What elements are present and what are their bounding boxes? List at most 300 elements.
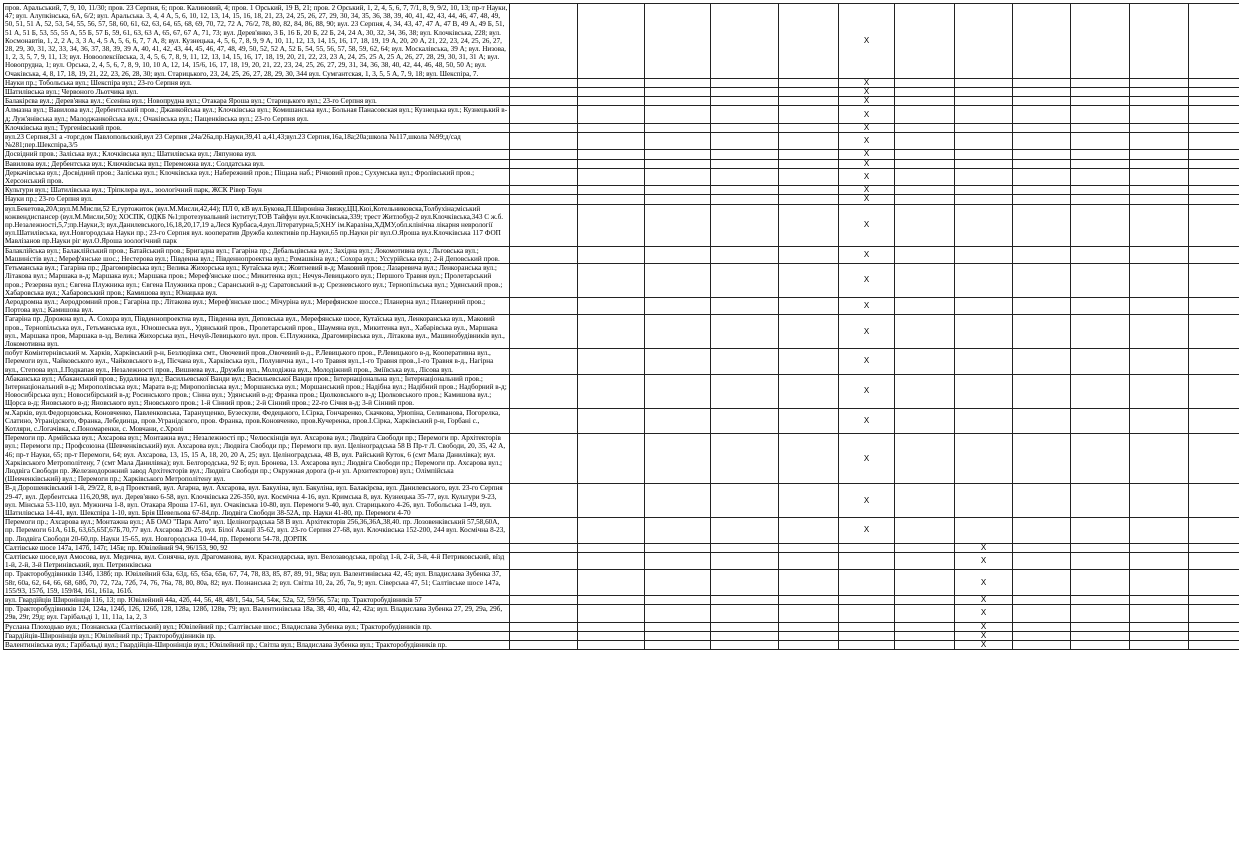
empty-cell bbox=[1071, 195, 1130, 204]
empty-cell bbox=[711, 605, 779, 622]
empty-cell bbox=[711, 246, 779, 263]
outage-mark: X bbox=[839, 195, 895, 204]
empty-cell bbox=[1013, 88, 1071, 97]
empty-cell bbox=[895, 150, 955, 159]
table-row bbox=[4, 315, 1239, 349]
empty-cell bbox=[779, 434, 839, 484]
empty-cell bbox=[955, 518, 1013, 544]
outage-mark: X bbox=[839, 123, 895, 132]
empty-cell bbox=[1130, 204, 1189, 246]
empty-cell bbox=[1189, 374, 1239, 408]
table-row bbox=[4, 97, 1239, 106]
address-cell: Руслана Плоходько вул.; Познанська (Салтівський) вул.; Ювілейний пр.; Салтівське шос.; Владислава Зубенка вул.; Тракторобудівників пр. bbox=[4, 622, 510, 631]
empty-cell bbox=[578, 186, 645, 195]
empty-cell bbox=[1130, 408, 1189, 434]
empty-cell bbox=[1071, 570, 1130, 596]
empty-cell bbox=[510, 168, 578, 185]
empty-cell bbox=[895, 246, 955, 263]
empty-cell bbox=[711, 133, 779, 150]
empty-cell bbox=[1189, 518, 1239, 544]
empty-cell bbox=[578, 123, 645, 132]
empty-cell bbox=[1071, 315, 1130, 349]
empty-cell bbox=[578, 78, 645, 87]
empty-cell bbox=[510, 195, 578, 204]
empty-cell bbox=[779, 186, 839, 195]
empty-cell bbox=[645, 518, 711, 544]
empty-cell bbox=[510, 297, 578, 314]
empty-cell bbox=[895, 570, 955, 596]
empty-cell bbox=[1013, 297, 1071, 314]
empty-cell bbox=[510, 622, 578, 631]
empty-cell bbox=[895, 484, 955, 518]
empty-cell bbox=[1130, 159, 1189, 168]
empty-cell bbox=[839, 605, 895, 622]
empty-cell bbox=[1013, 518, 1071, 544]
empty-cell bbox=[578, 553, 645, 570]
empty-cell bbox=[510, 641, 578, 650]
empty-cell bbox=[1013, 78, 1071, 87]
table-row bbox=[4, 434, 1239, 484]
empty-cell bbox=[510, 264, 578, 298]
empty-cell bbox=[711, 408, 779, 434]
empty-cell bbox=[578, 4, 645, 79]
table-row bbox=[4, 4, 1239, 79]
empty-cell bbox=[955, 408, 1013, 434]
empty-cell bbox=[1013, 150, 1071, 159]
empty-cell bbox=[955, 264, 1013, 298]
empty-cell bbox=[839, 543, 895, 552]
empty-cell bbox=[645, 374, 711, 408]
address-cell: Валентинівська вул.; Гарібальді вул.; Гвардійців-Широнінців вул.; Ювілейний пр.; Світла вул.; Владислава Зубенка вул.; Тракторобудівників пр. bbox=[4, 641, 510, 650]
outage-mark: X bbox=[839, 518, 895, 544]
empty-cell bbox=[895, 264, 955, 298]
empty-cell bbox=[779, 88, 839, 97]
address-cell: Науки пр.; 23-го Серпня вул. bbox=[4, 195, 510, 204]
empty-cell bbox=[895, 408, 955, 434]
empty-cell bbox=[1071, 484, 1130, 518]
outage-mark: X bbox=[839, 315, 895, 349]
empty-cell bbox=[779, 349, 839, 375]
empty-cell bbox=[1130, 195, 1189, 204]
address-cell: Гагаріна пр. Дорожна вул., А. Сохора вул, Південнопроектна вул., Південна вул, Деповська вул., Мерефянське шосе, Кутаїська вул, Ленкоранська вул., Маковий пров., Тернопільська вул., Гетьманська вул., Юношеська вул., Удянський пров., Пролетарський пров., Шаумяна вул., Микитенка вул., Хабарівська вул., Маршака вул., Маршака пров, Маршака в-зд, Велика Жихорська вул., Нечуй-Левицького вул. пров. Є.Плужника, Драгомирівська вул., Літакова вул., Машинобудівників вул., Локомотивна вул. bbox=[4, 315, 510, 349]
table-row bbox=[4, 195, 1239, 204]
table-row bbox=[4, 297, 1239, 314]
empty-cell bbox=[510, 408, 578, 434]
empty-cell bbox=[1130, 374, 1189, 408]
empty-cell bbox=[510, 186, 578, 195]
empty-cell bbox=[578, 484, 645, 518]
empty-cell bbox=[955, 106, 1013, 123]
table-row bbox=[4, 150, 1239, 159]
empty-cell bbox=[895, 195, 955, 204]
outage-mark: X bbox=[839, 246, 895, 263]
outage-mark: X bbox=[839, 408, 895, 434]
empty-cell bbox=[578, 374, 645, 408]
empty-cell bbox=[1130, 186, 1189, 195]
empty-cell bbox=[1189, 408, 1239, 434]
empty-cell bbox=[645, 434, 711, 484]
empty-cell bbox=[711, 553, 779, 570]
address-cell: В-д Дорошенківський 1-й, 29/22, 8, в-д Проектний, вул. Агарна, вул. Ахсарова, вул. Бакуліна, вул. Бакуліна, вул. Балакірєва, вул. Данилевського, вул. 23-го Серпня 29-47, вул. Дербентська 116,20,98, вул. Дерев'янко 6-58, вул. Клочківська 226-350, вул. Космічна 4-16, вул. Кримська 8, вул. Кузнецька 35-77, вул. Культури 9-23, вул. Мінська 53-110, вул. Мужнича 1-8, вул. Отакара Яроша 17-61, вул. Очаківська 10-80, вул. Перемоги 9-40, вул. Старицького 4-26, вул. Тобольська 1-49, вул. Шатилівська 14-41, вул. Шекспіра 1-10, вул. Брія Шевельова 67-84,пр. Людвіга Свободи 38-52А, пр. Науки 41-80, пр. Перемоги 4-70 bbox=[4, 484, 510, 518]
empty-cell bbox=[895, 106, 955, 123]
empty-cell bbox=[895, 641, 955, 650]
table-row bbox=[4, 246, 1239, 263]
empty-cell bbox=[1130, 297, 1189, 314]
outage-mark: X bbox=[955, 622, 1013, 631]
empty-cell bbox=[895, 596, 955, 605]
empty-cell bbox=[895, 168, 955, 185]
empty-cell bbox=[895, 605, 955, 622]
empty-cell bbox=[1189, 88, 1239, 97]
empty-cell bbox=[578, 543, 645, 552]
empty-cell bbox=[1071, 434, 1130, 484]
empty-cell bbox=[711, 484, 779, 518]
empty-cell bbox=[645, 622, 711, 631]
empty-cell bbox=[1013, 543, 1071, 552]
empty-cell bbox=[1013, 570, 1071, 596]
empty-cell bbox=[645, 78, 711, 87]
address-cell: пров. Аральський, 7, 9, 10, 11/30; пров. 23 Серпня, 6; пров. Калиновий, 4; пров. 1 Орський, 19 В, 21; пров. 2 Орський, 1, 2, 4, 5, 6, 7, 7/1, 8, 9, 9/2, 10, 13; пр-т Науки, 47; вул. Алупкінська, 6А, 6/2; вул. Аральська. 3, 4, 4 А, 5, 6, 10, 12, 13, 14, 15, 16, 18, 21, 23, 24, 25, 26, 27, 29, 30, 34, 35, 36, 38, 39, 40, 41, 42, 43, 44, 46, 47, 48, 49, 50, 51, 51 А, 52, 53, 54, 55, 56, 57, 58, 60, 61, 62, 63, 64, 65, 68, 69, 70, 72, 72 А, 76/2, 78, 80, 82, 84, 86, 88, 90; вул. 23 Серпня, 4, 34, 43, 47, 47 А, 47 В, 49 А, 49 Б, 51, 51 А, 51 Б, 53, 55, 55 А, 55 Б, 57 Б, 59, 61, 63, 63 А, 65, 67, 67 А, 71, 73; вул. Дерев'янко, 3 Б, 16 Б, 20 Б, 22 Б, 24, 24 А, 30, 32, 34, 36, 38; вул. Клочківська, 228; вул. Космонавтів, 1, 2, 2 А, 3, 3 А, 4, 5 А, 5, 6, 6, 7, 7 А, 8; вул. Кузнецька, 4, 5, 6, 7, 8, 9, 9 А, 10, 11, 12, 13, 14, 15, 16, 17, 18, 19, 19 А, 20, 20 А, 21, 22, 23, 24, 25, 26, 27, 28, 29, 30, 31, 32, 33, 34, 36, 37, 38, 39, 39 А, 40, 41, 42, 43, 44, 45, 46, 47, 48, 49, 50, 52, 52 А, 52 Б, 54, 55, 56, 57, 58, 59, 62, 64; вул. Москалівська, 39 А; вул. Низова, 1, 2, 3, 5, 7, 9, 11, 13; вул. Новоолексіївська, 3, 4, 5, 6, 7, 8, 9, 11, 12, 13, 14, 15, 16, 17, 18, 19, 20, 21, 22, 23, 23 А, 24, 25, 25 А, 25 А, 26, 27, 28, 29, 30, 31, 31 А; вул. Новопрудна, 1; вул. Орська, 2, 4, 5, 6, 7, 8, 9, 10, 10 А, 12, 14, 15/6, 16, 17, 18, 19, 20, 21, 22, 23, 24, 25, 26, 27, 29, 31, 34, 36, 38, 40, 42, 44, 46, 48, 50, 50 А; вул. Очаківська, 4, 8, 17, 18, 19, 21, 22, 23, 26, 28, 30; вул. Старицького, 23, 24, 25, 26, 27, 28, 29, 30, 344 вул. Сумгантская, 1, 3, 5, 5 А, 7, 9, 18; вул. Шекспіра, 7. bbox=[4, 4, 510, 79]
empty-cell bbox=[510, 97, 578, 106]
outage-mark: X bbox=[839, 349, 895, 375]
empty-cell bbox=[645, 88, 711, 97]
empty-cell bbox=[711, 641, 779, 650]
empty-cell bbox=[1189, 168, 1239, 185]
empty-cell bbox=[510, 78, 578, 87]
empty-cell bbox=[578, 349, 645, 375]
empty-cell bbox=[711, 123, 779, 132]
empty-cell bbox=[955, 168, 1013, 185]
empty-cell bbox=[578, 264, 645, 298]
empty-cell bbox=[645, 4, 711, 79]
empty-cell bbox=[578, 97, 645, 106]
empty-cell bbox=[779, 264, 839, 298]
address-cell: Абаканська вул.; Абаканський пров.; Будалина вул.; Васильевської Ванди вул.; Васильевської Ванди пров.; Інтернаціональна вул.; Інтернаціональний пров.; Інтернаціональний в-д; Мирополівська вул.; Маратa в-д; Мирополівська вул.; Моршанська вул.; Моршанський пров.; Надібна вул.; Надібний пров.; Надборний в-д; Новосибірська вул.; Новосибірський в-д; Росинського пров.; Сінна вул.; Удянський в-д; Франка пров.; Цюлковського в-д; Цюлковського пров.; Камишова вул.; Щорса в-д; Яновського в-д; Яновського вул.; Яновського пров.; 1-й Сінний пров.; 2-й Сінний пров.; 22-го Січня в-д; 3-й Сінний пров. bbox=[4, 374, 510, 408]
empty-cell bbox=[1130, 631, 1189, 640]
outage-mark: X bbox=[839, 484, 895, 518]
empty-cell bbox=[955, 204, 1013, 246]
address-cell: Гвардійців-Широнінців вул.; Ювілейний пр.; Тракторобудівників пр. bbox=[4, 631, 510, 640]
empty-cell bbox=[779, 605, 839, 622]
empty-cell bbox=[578, 408, 645, 434]
empty-cell bbox=[1130, 88, 1189, 97]
empty-cell bbox=[1013, 631, 1071, 640]
empty-cell bbox=[711, 631, 779, 640]
outage-mark: X bbox=[839, 186, 895, 195]
empty-cell bbox=[645, 106, 711, 123]
empty-cell bbox=[510, 570, 578, 596]
empty-cell bbox=[1130, 605, 1189, 622]
table-row bbox=[4, 641, 1239, 650]
empty-cell bbox=[1189, 543, 1239, 552]
empty-cell bbox=[1013, 106, 1071, 123]
empty-cell bbox=[510, 543, 578, 552]
empty-cell bbox=[1130, 4, 1189, 79]
empty-cell bbox=[1013, 408, 1071, 434]
empty-cell bbox=[510, 434, 578, 484]
empty-cell bbox=[510, 204, 578, 246]
empty-cell bbox=[895, 4, 955, 79]
empty-cell bbox=[711, 570, 779, 596]
outage-mark: X bbox=[839, 88, 895, 97]
empty-cell bbox=[1071, 374, 1130, 408]
empty-cell bbox=[1130, 315, 1189, 349]
empty-cell bbox=[839, 596, 895, 605]
empty-cell bbox=[510, 596, 578, 605]
table-row bbox=[4, 159, 1239, 168]
empty-cell bbox=[1013, 246, 1071, 263]
empty-cell bbox=[1071, 641, 1130, 650]
empty-cell bbox=[1013, 596, 1071, 605]
empty-cell bbox=[1071, 622, 1130, 631]
empty-cell bbox=[1189, 204, 1239, 246]
empty-cell bbox=[895, 622, 955, 631]
empty-cell bbox=[1189, 553, 1239, 570]
empty-cell bbox=[1013, 4, 1071, 79]
empty-cell bbox=[1130, 570, 1189, 596]
empty-cell bbox=[1071, 246, 1130, 263]
empty-cell bbox=[645, 195, 711, 204]
empty-cell bbox=[895, 97, 955, 106]
empty-cell bbox=[711, 204, 779, 246]
empty-cell bbox=[779, 408, 839, 434]
empty-cell bbox=[1189, 570, 1239, 596]
outage-mark: X bbox=[955, 543, 1013, 552]
empty-cell bbox=[779, 641, 839, 650]
empty-cell bbox=[1071, 133, 1130, 150]
empty-cell bbox=[1071, 78, 1130, 87]
empty-cell bbox=[895, 123, 955, 132]
empty-cell bbox=[1130, 622, 1189, 631]
empty-cell bbox=[839, 570, 895, 596]
empty-cell bbox=[711, 596, 779, 605]
empty-cell bbox=[1013, 168, 1071, 185]
empty-cell bbox=[578, 622, 645, 631]
empty-cell bbox=[895, 543, 955, 552]
table-row bbox=[4, 596, 1239, 605]
address-cell: побут Комінтернівський м. Харків, Харківський р-н, Безлюдівка смт., Овочевий пров.,Овочевий в-д., Р.Левицького пров., Р.Левицького в-д, Кооперативна вул., Перемоги вул., Чайковського вул., Чайковського в-д, Пісчана вул., Харківська вул., Полунична вул., 1-го Травня вул.,1-го Травня пров.,1-го Травня в-д., Нагірна вул., Степова вул.,І.Подкапая вул., Незалежності пров., Вишнева вул., Дружби вул., Молодіжна вул., Молодіжний пров., Змiївська вул., Лісова вул. bbox=[4, 349, 510, 375]
empty-cell bbox=[645, 204, 711, 246]
empty-cell bbox=[578, 246, 645, 263]
empty-cell bbox=[645, 596, 711, 605]
empty-cell bbox=[645, 186, 711, 195]
empty-cell bbox=[1130, 349, 1189, 375]
empty-cell bbox=[1013, 195, 1071, 204]
empty-cell bbox=[895, 159, 955, 168]
empty-cell bbox=[578, 150, 645, 159]
empty-cell bbox=[779, 518, 839, 544]
outage-mark: X bbox=[955, 553, 1013, 570]
table-row bbox=[4, 374, 1239, 408]
empty-cell bbox=[779, 543, 839, 552]
empty-cell bbox=[1071, 88, 1130, 97]
empty-cell bbox=[1189, 434, 1239, 484]
address-cell: Досвідний пров.; Заліська вул.; Клочківська вул.; Шатилівська вул.; Ляпунова вул. bbox=[4, 150, 510, 159]
empty-cell bbox=[1130, 596, 1189, 605]
schedule-document bbox=[3, 3, 1237, 855]
outage-mark: X bbox=[839, 204, 895, 246]
empty-cell bbox=[578, 159, 645, 168]
empty-cell bbox=[1189, 315, 1239, 349]
empty-cell bbox=[1071, 123, 1130, 132]
address-cell: Перемоги пр. Армійська вул.; Ахсарова вул.; Монтажна вул.; Незалежності пр.; Челюскінців вул. Ахсарова вул.; Людвіга Свободи пр.; Перемоги пр. Архітекторів вул.; Перемоги пр.; Профсоюзна (Шевченківський) вул. Ахсарова вул.; Людвіга Свободи пр.; Перемоги пр. вул. Целіноградська 58 В Пр-т Л. Свободи, 20, 35, 42 А, 46; пр-т Науки, 65; пр-т Перемоги, 64; вул. Ахсарова, 13, 15, 15 А, 18, 20, 20 А, 25; вул. Целіноградська, 48 В, вул. Райський Куток, 6 (смт Мала Данилівка); вул. Харківського Метрополітену, 7 (смт Мала Данилівка); вул. Белгородська, 92 Б; вул. Бронева, 13. Ахсарова вул.; Людвіга Свободи пр.; Перемоги пр. Ахсарова вул.; Людвіга Свободи пр. Железнодорожний завод Архітекторів вул.; Людвіга Свободи пр.; Окружная дорога (р-н ул. Архитекторов) вул.; Олімпійська (Шевченківський) вул.; Перемоги пр.; Харківського Метрополітену вул. bbox=[4, 434, 510, 484]
empty-cell bbox=[1189, 297, 1239, 314]
empty-cell bbox=[645, 97, 711, 106]
address-cell: Культури вул.; Шатилівська вул.; Тріпклера вул., зоологічний парк, ЖСК Рівер Тоун bbox=[4, 186, 510, 195]
empty-cell bbox=[1130, 553, 1189, 570]
empty-cell bbox=[779, 168, 839, 185]
table-row bbox=[4, 553, 1239, 570]
empty-cell bbox=[895, 374, 955, 408]
address-cell: вул.23 Серпня,31 а -торг.дом Павлопольский,вул 23 Серпня ,24а/26а,пр.Науки,39,41 а,41,43;вул.23 Серпня,16а,18а;20а;школа №117,школа №99;д/сад №281;пер.Шекспіра,3/5 bbox=[4, 133, 510, 150]
empty-cell bbox=[895, 133, 955, 150]
empty-cell bbox=[1189, 605, 1239, 622]
empty-cell bbox=[955, 434, 1013, 484]
empty-cell bbox=[510, 123, 578, 132]
empty-cell bbox=[955, 133, 1013, 150]
empty-cell bbox=[510, 106, 578, 123]
empty-cell bbox=[711, 97, 779, 106]
empty-cell bbox=[955, 484, 1013, 518]
empty-cell bbox=[578, 605, 645, 622]
empty-cell bbox=[645, 264, 711, 298]
empty-cell bbox=[1130, 78, 1189, 87]
empty-cell bbox=[839, 631, 895, 640]
table-row bbox=[4, 408, 1239, 434]
empty-cell bbox=[510, 315, 578, 349]
empty-cell bbox=[1071, 159, 1130, 168]
empty-cell bbox=[1130, 106, 1189, 123]
empty-cell bbox=[645, 168, 711, 185]
empty-cell bbox=[955, 246, 1013, 263]
empty-cell bbox=[578, 518, 645, 544]
empty-cell bbox=[1071, 605, 1130, 622]
empty-cell bbox=[1071, 596, 1130, 605]
empty-cell bbox=[645, 315, 711, 349]
outage-mark: X bbox=[839, 78, 895, 87]
empty-cell bbox=[955, 88, 1013, 97]
outage-mark: X bbox=[839, 264, 895, 298]
empty-cell bbox=[895, 349, 955, 375]
outage-mark: X bbox=[839, 159, 895, 168]
empty-cell bbox=[578, 570, 645, 596]
empty-cell bbox=[1189, 106, 1239, 123]
empty-cell bbox=[1130, 484, 1189, 518]
empty-cell bbox=[510, 88, 578, 97]
empty-cell bbox=[1013, 264, 1071, 298]
empty-cell bbox=[955, 123, 1013, 132]
empty-cell bbox=[955, 297, 1013, 314]
outage-mark: X bbox=[839, 434, 895, 484]
empty-cell bbox=[779, 553, 839, 570]
address-cell: пр. Тракторобудівників 134б, 138б; пр. Ювілейний 63а, 63д, 65, 65а, 65в, 67, 74, 78, 83, 85, 87, 89, 91, 98а; вул. Валентинівська 42, 45; вул. Владислава Зубенка 37, 58г, 60а, 62, 64, 66, 68, 68б, 70, 72, 72а, 72б, 74, 76, 76а, 78, 80, 80а, 82; вул. Познанська 2; вул. Світла 10, 2а, 2б, 7в, 9; вул. Сіверська 47, 51; Салтівське шосе 147а, 155/93, 157б, 159, 159/84, 161, 161а, 161б. bbox=[4, 570, 510, 596]
empty-cell bbox=[1013, 204, 1071, 246]
empty-cell bbox=[711, 150, 779, 159]
empty-cell bbox=[1189, 246, 1239, 263]
outage-mark: X bbox=[839, 4, 895, 79]
empty-cell bbox=[1130, 150, 1189, 159]
address-schedule-table bbox=[3, 3, 1239, 650]
empty-cell bbox=[711, 264, 779, 298]
empty-cell bbox=[955, 349, 1013, 375]
address-cell: вул.Бекетова,20А;вул.М.Мисли,52 Е,гуртожиток (вул.М.Мисли,42,44); ПЛ 0, кВ вул.Букова,П.Широніна Звязку,ЦЦ.Кюі,Котельниковска,Толбухіна;міський кожвендиспансер (вул.М.Мисли,50); ХОСПК, ОДКБ №1;протезувальний інститут,ТОВ Тайфун вул.Клочківська,339; трест Житлобуд-2 вул.Клочківська,343 С ж.б. пр.Незалежності,5,7;пр.Науки,3; вул.Данилевського,16,18,20,17,19 а,Леся Курбаса,4,вул.Літературна,5;ХНУ ім.Каразіна,ХДМУ,обл.клінічна лікарня неврології вул.Шатилівська, вул.Новгородська Науки пр.; 23-го Серпня вул. кооператив Дружба колективів пр.Науки,65 пр.Науки ріг вул.О.Яроша вул.Клочківська 117 ФОП Мавлізанов пр.Науки ріг вул.О.Яроша зоологічний парк bbox=[4, 204, 510, 246]
empty-cell bbox=[1013, 186, 1071, 195]
empty-cell bbox=[645, 150, 711, 159]
empty-cell bbox=[578, 297, 645, 314]
empty-cell bbox=[1071, 297, 1130, 314]
empty-cell bbox=[895, 518, 955, 544]
outage-mark: X bbox=[955, 641, 1013, 650]
empty-cell bbox=[1013, 434, 1071, 484]
empty-cell bbox=[578, 315, 645, 349]
empty-cell bbox=[779, 195, 839, 204]
empty-cell bbox=[779, 374, 839, 408]
empty-cell bbox=[711, 622, 779, 631]
table-row bbox=[4, 622, 1239, 631]
empty-cell bbox=[779, 596, 839, 605]
empty-cell bbox=[1130, 434, 1189, 484]
empty-cell bbox=[510, 553, 578, 570]
empty-cell bbox=[645, 123, 711, 132]
empty-cell bbox=[510, 246, 578, 263]
empty-cell bbox=[895, 631, 955, 640]
empty-cell bbox=[779, 315, 839, 349]
empty-cell bbox=[955, 195, 1013, 204]
empty-cell bbox=[779, 133, 839, 150]
empty-cell bbox=[711, 315, 779, 349]
empty-cell bbox=[711, 374, 779, 408]
empty-cell bbox=[578, 106, 645, 123]
empty-cell bbox=[711, 106, 779, 123]
empty-cell bbox=[711, 88, 779, 97]
empty-cell bbox=[578, 596, 645, 605]
address-cell: м.Харків, вул.Федорцовська, Коновченко, Павленковська, Таранущенко, Бузескули, Федецького, І.Сірка, Гончаренко, Скачкова, Урюпіна, Селиванова, Погорелка, Слатино, Угранідского, Франка, Лебединца, пров.Угранідского, пров. Франка, пров.Коновченко, пров.Кучеренка, пров.І.Сірка, Харківський р-н, Горбані с., Котляри, с.Логачівка, с.Пономаренки, с. Мовчани, с.Хролі bbox=[4, 408, 510, 434]
empty-cell bbox=[1013, 159, 1071, 168]
empty-cell bbox=[779, 246, 839, 263]
empty-cell bbox=[1189, 97, 1239, 106]
empty-cell bbox=[839, 553, 895, 570]
empty-cell bbox=[1130, 246, 1189, 263]
empty-cell bbox=[779, 123, 839, 132]
address-cell: Клочківська вул.; Тургенівський пров. bbox=[4, 123, 510, 132]
empty-cell bbox=[1130, 641, 1189, 650]
empty-cell bbox=[711, 434, 779, 484]
empty-cell bbox=[1071, 186, 1130, 195]
empty-cell bbox=[895, 297, 955, 314]
table-row bbox=[4, 518, 1239, 544]
empty-cell bbox=[1071, 518, 1130, 544]
empty-cell bbox=[645, 631, 711, 640]
outage-mark: X bbox=[955, 605, 1013, 622]
empty-cell bbox=[510, 518, 578, 544]
address-cell: пр. Тракторобудівників 124, 124а, 124б, 126, 126б, 128, 128а, 128б, 128в, 79; вул. Валентинівська 18а, 38, 40, 40а, 42, 42а; вул. Владислава Зубенка 27, 29, 29а, 29б, 29в, 29г, 29д; вул. Гарібальді 1, 11, 11а, 1а, 2, 3 bbox=[4, 605, 510, 622]
empty-cell bbox=[510, 349, 578, 375]
empty-cell bbox=[955, 374, 1013, 408]
empty-cell bbox=[1071, 106, 1130, 123]
empty-cell bbox=[1189, 4, 1239, 79]
empty-cell bbox=[510, 159, 578, 168]
empty-cell bbox=[578, 133, 645, 150]
table-row bbox=[4, 88, 1239, 97]
empty-cell bbox=[1189, 349, 1239, 375]
empty-cell bbox=[510, 133, 578, 150]
empty-cell bbox=[711, 186, 779, 195]
empty-cell bbox=[645, 246, 711, 263]
outage-mark: X bbox=[839, 106, 895, 123]
empty-cell bbox=[1189, 195, 1239, 204]
empty-cell bbox=[578, 88, 645, 97]
empty-cell bbox=[1189, 641, 1239, 650]
